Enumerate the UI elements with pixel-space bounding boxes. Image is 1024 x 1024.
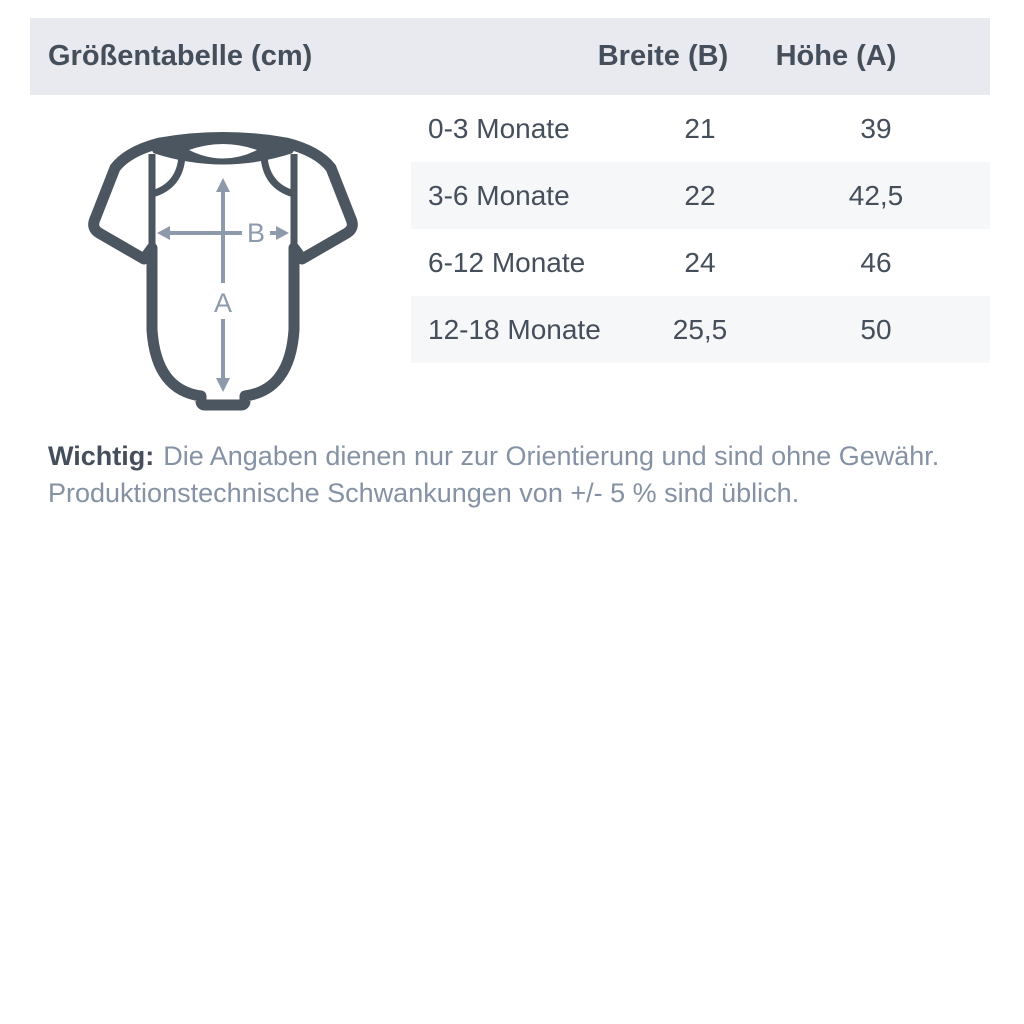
size-cell: 0-3 Monate xyxy=(428,112,570,144)
column-header-width: Breite (B) xyxy=(597,40,729,72)
baby-bodysuit-diagram xyxy=(58,130,380,420)
column-header-height: Höhe (A) xyxy=(775,40,897,72)
size-table-body xyxy=(411,95,990,363)
table-row xyxy=(411,296,990,363)
height-measure-label: A xyxy=(213,288,233,318)
disclaimer-line2: Produktionstechnische Schwankungen von +/- 5 % sind üblich. xyxy=(48,478,800,508)
width-value-cell: 24 xyxy=(684,246,716,278)
table-row xyxy=(411,162,990,229)
height-value-cell: 42,5 xyxy=(848,179,904,211)
size-table-title: Größentabelle (cm) xyxy=(48,40,313,72)
size-table-header xyxy=(30,18,990,95)
size-cell: 6-12 Monate xyxy=(428,246,586,278)
size-cell: 3-6 Monate xyxy=(428,179,570,211)
height-value-cell: 46 xyxy=(860,246,892,278)
table-row xyxy=(411,95,990,162)
disclaimer-note xyxy=(48,438,993,512)
disclaimer-line1: Die Angaben dienen nur zur Orientierung und sind ohne Gewähr. xyxy=(163,441,940,471)
width-measure-label: B xyxy=(246,218,266,248)
width-value-cell: 21 xyxy=(684,112,716,144)
size-cell: 12-18 Monate xyxy=(428,313,601,345)
height-value-cell: 50 xyxy=(860,313,892,345)
disclaimer-lead: Wichtig: xyxy=(48,441,155,471)
width-value-cell: 25,5 xyxy=(672,313,728,345)
width-value-cell: 22 xyxy=(684,179,716,211)
height-value-cell: 39 xyxy=(860,112,892,144)
table-row xyxy=(411,229,990,296)
